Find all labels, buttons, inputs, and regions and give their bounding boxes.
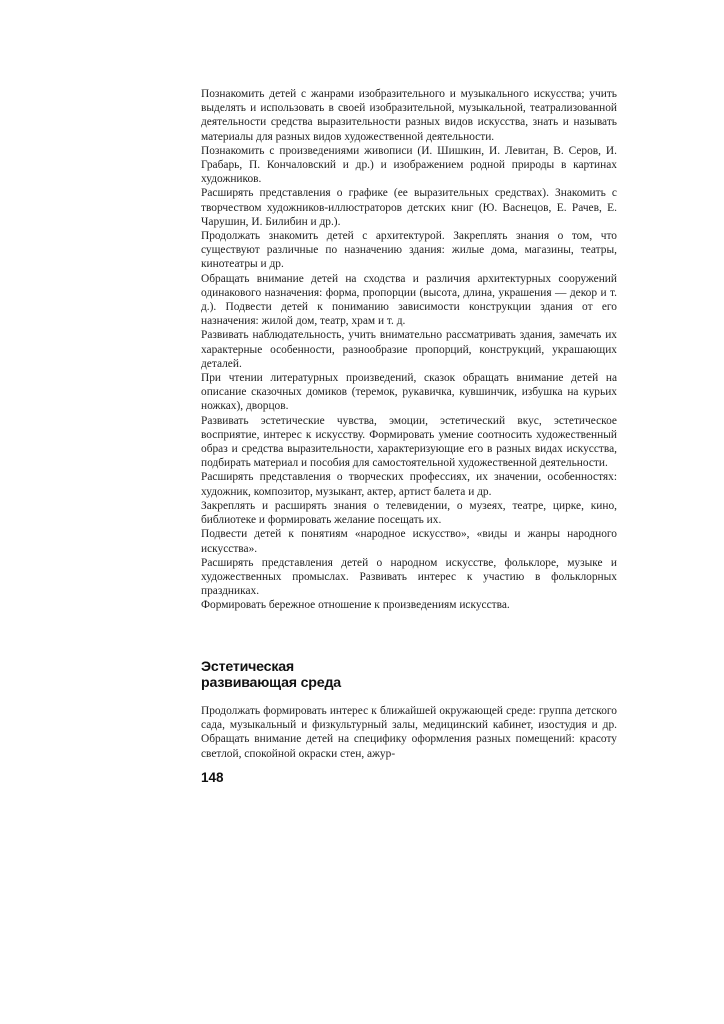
paragraph: Развивать эстетические чувства, эмоции, эстетический вкус, эстетическое восприятие, интерес к искусству. Формировать умение соотносить художественный образ и средства выразительности, характеризующие его в разных видах искусства, подбирать материал и пособия для самостоятельной художественной деятельности. [201, 414, 617, 470]
section-heading [201, 659, 617, 691]
paragraph: При чтении литературных произведений, сказок обращать внимание детей на описание сказочных домиков (теремок, рукавичка, кувшинчик, избушка на курьих ножках), дворцов. [201, 372, 617, 413]
paragraph: Подвести детей к понятиям «народное искусство», «виды и жанры народного искусства». [201, 528, 617, 555]
section-text-block [201, 704, 617, 761]
paragraph: Расширять представления о творческих профессиях, их значении, особенностях: художник, композитор, музыкант, актер, артист балета и др. [201, 471, 617, 498]
main-text-block [201, 87, 617, 613]
paragraph: Продолжать формировать интерес к ближайшей окружающей среде: группа детского сада, музыкальный и физкультурный залы, медицинский кабинет, изостудия и др. Обращать внимание детей на специфику оформления разных помещений: красоту светлой, спокойной окраски стен, ажур- [201, 705, 617, 760]
paragraph: Познакомить детей с жанрами изобразительного и музыкального искусства; учить выделять и использовать в своей изобразительной, музыкальной, театрализованной деятельности средства выразительности разных видов искусства, знать и называть материалы для разных видов художественной деятельности. [201, 88, 617, 143]
paragraph: Расширять представления детей о народном искусстве, фольклоре, музыке и художественных промыслах. Развивать интерес к участию в фольклорных праздниках. [201, 556, 617, 598]
section-heading-line: развивающая среда [201, 675, 341, 691]
paragraph: Продолжать знакомить детей с архитектурой. Закреплять знания о том, что существуют различные по назначению здания: жилые дома, магазины, театры, кинотеатры и др. [201, 230, 617, 271]
paragraph: Развивать наблюдательность, учить внимательно рассматривать здания, замечать их характерные особенности, разнообразие пропорций, конструкций, украшающих деталей. [201, 329, 617, 370]
paragraph: Формировать бережное отношение к произведениям искусства. [201, 599, 510, 612]
paragraph: Закреплять и расширять знания о телевидении, о музеях, театре, цирке, кино, библиотеке и формировать желание посещать их. [201, 499, 617, 527]
page-number: 148 [201, 770, 224, 785]
section-heading-line: Эстетическая [201, 659, 295, 675]
paragraph: Расширять представления о графике (ее выразительных средствах). Знакомить с творчеством художников-иллюстраторов детских книг (Ю. Васнецов, Е. Рачев, Е. Чарушин, И. Билибин и др.). [201, 187, 617, 228]
paragraph: Обращать внимание детей на сходства и различия архитектурных сооружений одинакового назначения: форма, пропорции (высота, длина, украшения — декор и т. д.). Подвести детей к пониманию зависимости конструкции здания от его назначения: жилой дом, театр, храм и т. д. [201, 272, 617, 328]
paragraph: Познакомить с произведениями живописи (И. Шишкин, И. Левитан, В. Серов, И. Грабарь, П. Кончаловский и др.) и изображением родной природы в картинах художников. [201, 144, 617, 186]
